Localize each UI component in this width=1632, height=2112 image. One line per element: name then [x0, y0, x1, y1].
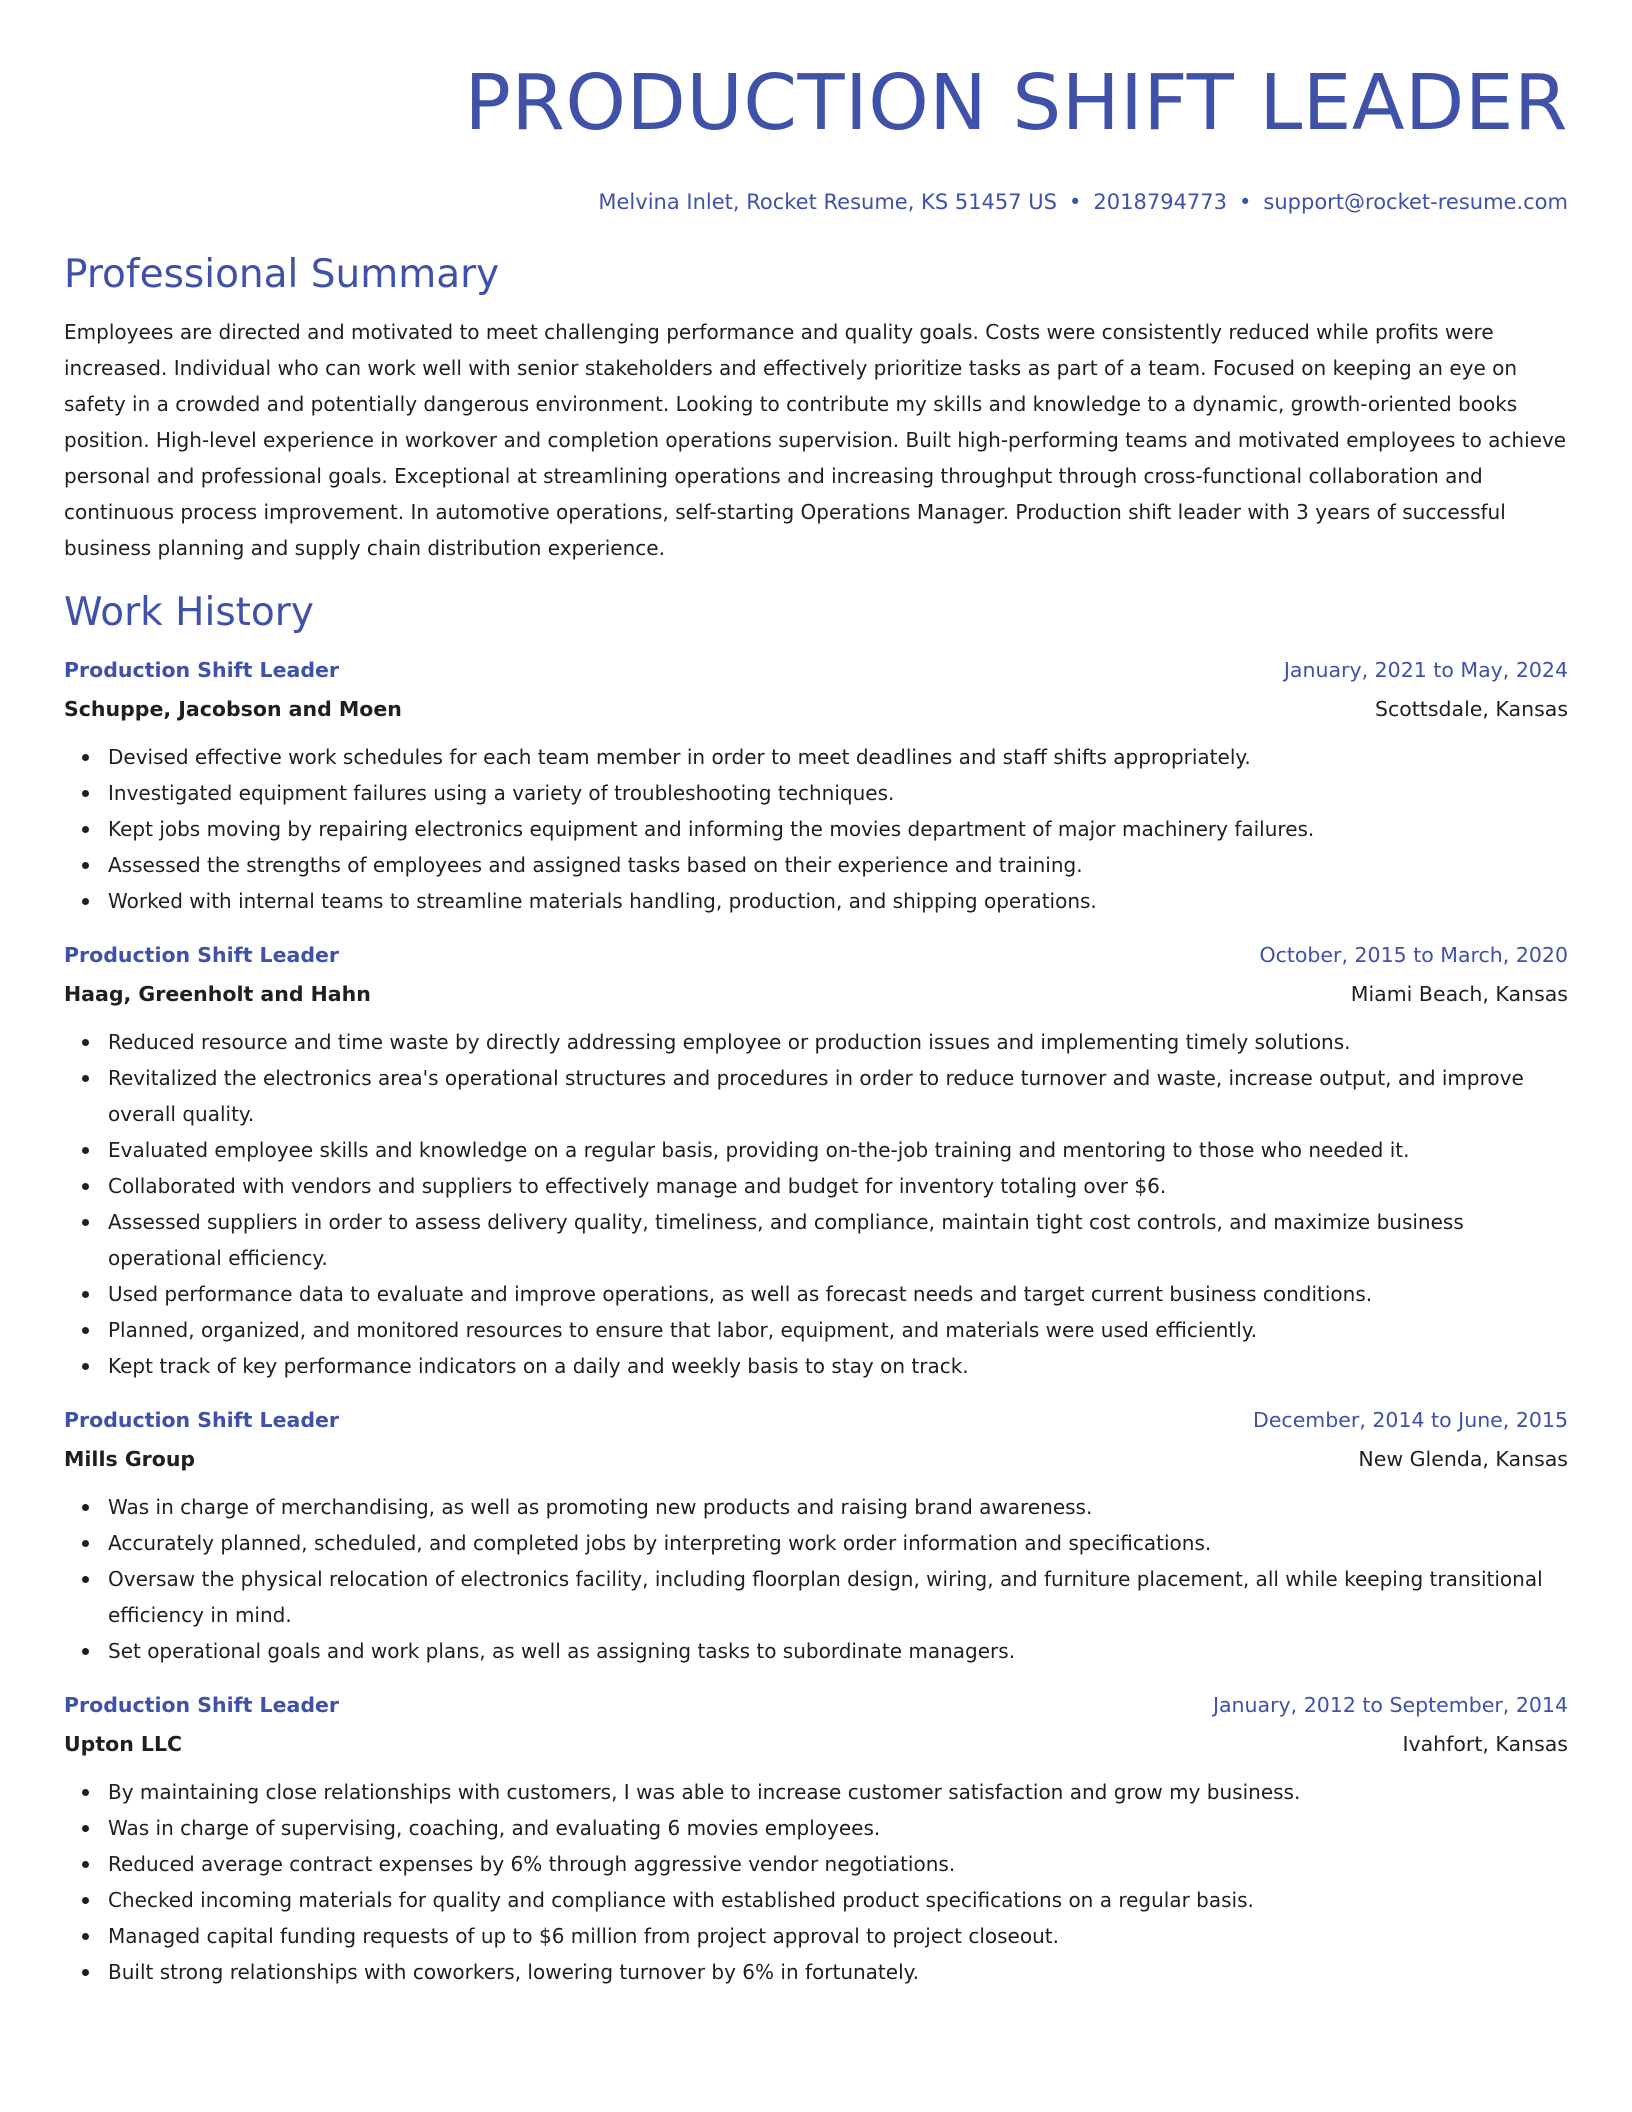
job-list [64, 652, 1568, 1990]
job-location: New Glenda, Kansas [1358, 1447, 1568, 1471]
list-item: Reduced resource and time waste by directly addressing employee or production issues and implementing timely solutions. [108, 1024, 1568, 1060]
contact-separator: • [1239, 190, 1252, 214]
job-company-row [64, 976, 1568, 1012]
list-item: Investigated equipment failures using a variety of troubleshooting techniques. [108, 775, 1568, 811]
job-title: Production Shift Leader [64, 943, 340, 967]
section-title-summary: Professional Summary [64, 252, 500, 297]
job-title: Production Shift Leader [64, 1408, 340, 1432]
job-dates: October, 2015 to March, 2020 [1259, 943, 1568, 967]
job-entry [64, 1687, 1568, 1990]
contact-address: Melvina Inlet, Rocket Resume, KS 51457 US [598, 190, 1058, 214]
job-location: Scottsdale, Kansas [1374, 697, 1568, 721]
job-title: Production Shift Leader [64, 1693, 340, 1717]
job-header-row [64, 937, 1568, 973]
list-item: Worked with internal teams to streamline materials handling, production, and shipping operations. [108, 883, 1568, 919]
contact-line [64, 188, 1568, 216]
job-entry [64, 937, 1568, 1384]
list-item: Built strong relationships with coworkers, lowering turnover by 6% in fortunately. [108, 1954, 1568, 1990]
job-bullet-list [64, 1489, 1568, 1669]
job-entry [64, 652, 1568, 919]
list-item: Planned, organized, and monitored resources to ensure that labor, equipment, and materials were used efficiently. [108, 1312, 1568, 1348]
list-item: Set operational goals and work plans, as well as assigning tasks to subordinate managers. [108, 1633, 1568, 1669]
job-dates: January, 2021 to May, 2024 [1283, 658, 1568, 682]
job-company: Mills Group [64, 1447, 196, 1471]
resume-name: PRODUCTION SHIFT LEADER [464, 59, 1568, 148]
job-header-row [64, 1687, 1568, 1723]
job-entry [64, 1402, 1568, 1669]
job-company-row [64, 1441, 1568, 1477]
job-company: Schuppe, Jacobson and Moen [64, 697, 402, 721]
list-item: Accurately planned, scheduled, and completed jobs by interpreting work order information and specifications. [108, 1525, 1568, 1561]
section-title-work: Work History [64, 590, 314, 635]
resume-header [64, 54, 1568, 216]
job-dates: January, 2012 to September, 2014 [1212, 1693, 1568, 1717]
list-item: Devised effective work schedules for each team member in order to meet deadlines and staff shifts appropriately. [108, 739, 1568, 775]
contact-phone: 2018794773 [1093, 190, 1228, 214]
job-location: Miami Beach, Kansas [1350, 982, 1568, 1006]
summary-text: Employees are directed and motivated to meet challenging performance and quality goals. Costs were consistently reduced while profits were increased. Individual who can work well with senior stakeholders and effectively prioritize tasks as part of a team. Focused on keeping an eye on safety in a crowded and potentially dangerous environment. Looking to contribute my skills and knowledge to a dynamic, growth-oriented books position. High-level experience in workover and completion operations supervision. Built high-performing teams and motivated employees to achieve personal and professional goals. Exceptional at streamlining operations and increasing throughput through cross-functional collaboration and continuous process improvement. In automotive operations, self-starting Operations Manager. Production shift leader with 3 years of successful business planning and supply chain distribution experience. [64, 320, 1567, 560]
job-dates: December, 2014 to June, 2015 [1253, 1408, 1568, 1432]
work-history-section [64, 588, 1568, 1990]
list-item: Was in charge of merchandising, as well as promoting new products and raising brand awareness. [108, 1489, 1568, 1525]
list-item: Checked incoming materials for quality and compliance with established product specifications on a regular basis. [108, 1882, 1568, 1918]
job-bullet-list [64, 1774, 1568, 1990]
list-item: Evaluated employee skills and knowledge on a regular basis, providing on-the-job training and mentoring to those who needed it. [108, 1132, 1568, 1168]
list-item: Kept jobs moving by repairing electronics equipment and informing the movies department of major machinery failures. [108, 811, 1568, 847]
list-item: Assessed the strengths of employees and assigned tasks based on their experience and training. [108, 847, 1568, 883]
job-company-row [64, 1726, 1568, 1762]
job-company: Haag, Greenholt and Hahn [64, 982, 371, 1006]
list-item: Managed capital funding requests of up to $6 million from project approval to project closeout. [108, 1918, 1568, 1954]
job-company-row [64, 691, 1568, 727]
job-bullet-list [64, 739, 1568, 919]
list-item: Oversaw the physical relocation of electronics facility, including floorplan design, wiring, and furniture placement, all while keeping transitional efficiency in mind. [108, 1561, 1568, 1633]
contact-email: support@rocket-resume.com [1263, 190, 1568, 214]
contact-separator: • [1069, 190, 1082, 214]
list-item: Assessed suppliers in order to assess delivery quality, timeliness, and compliance, maintain tight cost controls, and maximize business operational efficiency. [108, 1204, 1568, 1276]
list-item: Was in charge of supervising, coaching, and evaluating 6 movies employees. [108, 1810, 1568, 1846]
job-location: Ivahfort, Kansas [1402, 1732, 1568, 1756]
list-item: Revitalized the electronics area's operational structures and procedures in order to reduce turnover and waste, increase output, and improve overall quality. [108, 1060, 1568, 1132]
list-item: Collaborated with vendors and suppliers to effectively manage and budget for inventory totaling over $6. [108, 1168, 1568, 1204]
job-company: Upton LLC [64, 1732, 183, 1756]
job-bullet-list [64, 1024, 1568, 1384]
job-header-row [64, 1402, 1568, 1438]
professional-summary-section [64, 250, 1568, 566]
list-item: Reduced average contract expenses by 6% through aggressive vendor negotiations. [108, 1846, 1568, 1882]
list-item: Kept track of key performance indicators on a daily and weekly basis to stay on track. [108, 1348, 1568, 1384]
job-title: Production Shift Leader [64, 658, 340, 682]
job-header-row [64, 652, 1568, 688]
list-item: Used performance data to evaluate and improve operations, as well as forecast needs and target current business conditions. [108, 1276, 1568, 1312]
list-item: By maintaining close relationships with customers, I was able to increase customer satisfaction and grow my business. [108, 1774, 1568, 1810]
